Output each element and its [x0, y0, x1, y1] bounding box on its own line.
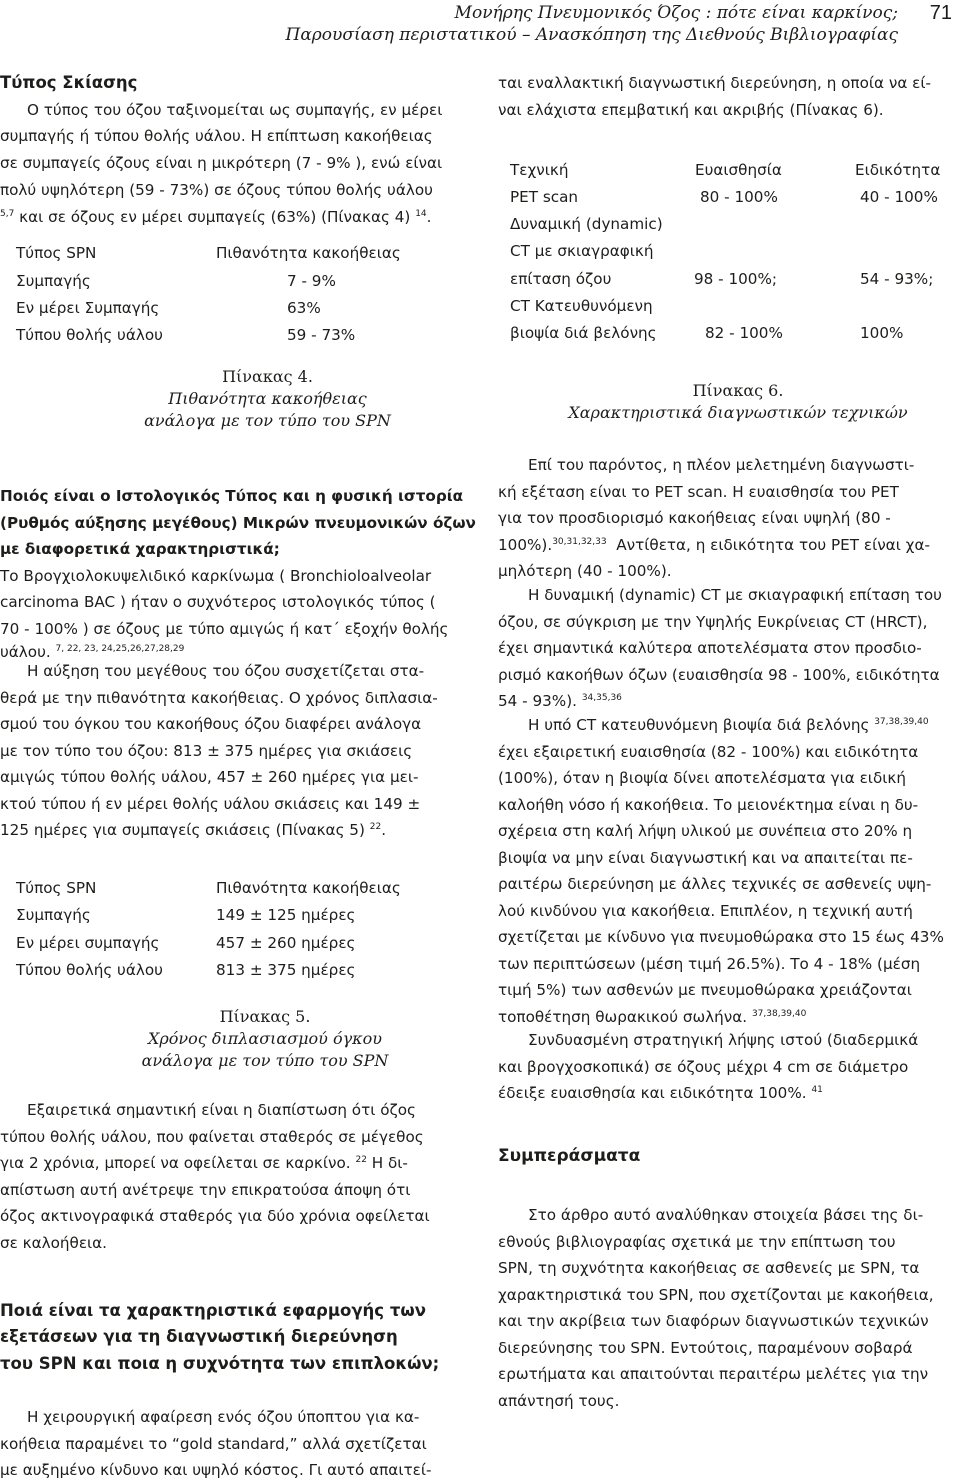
table-6-caption: Πίνακας 6. Χαρακτηριστικά διαγνωστικών τεχνικών	[568, 381, 908, 422]
paragraph-line: κοήθεια παραμένει το “gold standard,” αλλά σχετίζεται	[0, 1435, 427, 1453]
paragraph-line: Στο άρθρο αυτό αναλύθηκαν στοιχεία βάσει της δι-	[528, 1206, 924, 1224]
paragraph-line: SPN, τη συχνότητα κακοήθειας σε ασθενείς με SPN, τα	[498, 1259, 920, 1277]
question-heading: (Ρυθμός αύξησης μεγέθους) Μικρών πνευμονικών όζων	[0, 514, 476, 532]
paragraph-line: Ο τύπος του όζου ταξινομείται ως συμπαγής, εν μέρει	[27, 101, 443, 119]
shade-type-heading: Τύπος Σκίασης	[0, 73, 138, 92]
paragraph-line: σε καλοήθεια.	[0, 1234, 108, 1252]
paragraph-line: σχετίζεται με κίνδυνο για πνευμοθώρακα στο 15 έως 43%	[498, 928, 944, 946]
paragraph-line: σε συμπαγείς όζους είναι η μικρότερη (7 - 9% ), ενώ είναι	[0, 154, 443, 172]
paragraph-line: απίστωση αυτή ανέτρεψε την επικρατούσα άποψη ότι	[0, 1181, 411, 1199]
paragraph-line: τύπου θολής υάλου, που φαίνεται σταθερός σε μέγεθος	[0, 1128, 424, 1146]
table-cell: 98 - 100%;	[694, 270, 777, 288]
table-4-caption: Πίνακας 4. Πιθανότητα κακοήθειας ανάλογα με τον τύπο του SPN	[144, 367, 391, 430]
table-cell: 40 - 100%	[860, 188, 938, 206]
conclusions-heading: Συμπεράσματα	[498, 1146, 641, 1166]
paragraph-line: Η χειρουργική αφαίρεση ενός όζου ύποπτου για κα-	[27, 1408, 420, 1426]
paragraph-line: χαρακτηριστικά του SPN, που σχετίζονται με κακοήθεια,	[498, 1286, 934, 1304]
paragraph-line: σχέρεια στη καλή λήψη υλικού με συνέπεια στο 20% η	[498, 822, 913, 840]
table-header: Τύπος SPN	[16, 244, 97, 262]
table-cell: Εν μέρει Συμπαγής	[16, 299, 160, 317]
citation: 37,38,39,40	[751, 1009, 807, 1019]
paragraph-line: Επί του παρόντος, η πλέον μελετημένη διαγνωστι-	[528, 456, 915, 474]
paragraph-line: για 2 χρόνια, μπορεί να οφείλεται σε καρκίνο. $^{22}$ Η δι-	[0, 1154, 408, 1172]
paragraph-line: 70 - 100% ) σε όζους με τύπο αμιγώς ή κατ΄ εξοχήν θολής	[0, 620, 449, 638]
paragraph-line: σμού του όγκου του κακοήθους όζου διαφέρει ανάλογα	[0, 715, 422, 733]
table-cell: Συμπαγής	[16, 272, 91, 290]
paragraph-line: $^{5,7}$ και σε όζους εν μέρει συμπαγείς (63%) (Πίνακας 4) $^{14}$.	[0, 208, 432, 226]
paragraph-line: ρισμό κακοήθων όζων (ευαισθησία 98 - 100%, ειδικότητα	[498, 666, 940, 684]
paragraph-line: για τον προσδιορισμό κακοήθειας είναι υψηλή (80 -	[498, 509, 891, 527]
table-cell: 7 - 9%	[287, 272, 336, 290]
table-cell: 457 ± 260 ημέρες	[216, 934, 356, 952]
left-column	[0, 0, 476, 1479]
paragraph-line: (100%), όταν η βιοψία δίνει αποτελέσματα για ειδική	[498, 769, 906, 787]
paragraph-line: Η δυναμική (dynamic) CT με σκιαγραφική επίταση του	[528, 586, 942, 604]
table-cell: CT Κατευθυνόμενη	[510, 297, 653, 315]
paragraph-line: υάλου. $^{7, 22, 23, 24,25,26,27,28,29}$	[0, 643, 185, 661]
table-cell: Τύπου θολής υάλου	[16, 326, 163, 344]
paragraph-line: διερεύνησης του SPN. Εντούτοις, παραμένουν σοβαρά	[498, 1339, 913, 1357]
paragraph-line: τιμή 5%) των ασθενών με πνευμοθώρακα χρειάζονται	[498, 981, 912, 999]
table-header: Τεχνική	[510, 161, 569, 179]
paragraph-line: συμπαγής ή τύπου θολής υάλου. Η επίπτωση κακοήθειας	[0, 127, 433, 145]
paragraph-line: ται εναλλακτική διαγνωστική διερεύνηση, η οποία να εί-	[498, 74, 931, 92]
table-cell: 54 - 93%;	[860, 270, 934, 288]
citation: 34,35,36	[581, 693, 622, 703]
paragraph-line: έχει σημαντικά καλύτερα αποτελέσματα στον προσδιο-	[498, 639, 922, 657]
paragraph-line: 54 - 93%). $^{34,35,36}$	[498, 692, 622, 710]
table-cell: 80 - 100%	[700, 188, 778, 206]
table-cell: 813 ± 375 ημέρες	[216, 961, 356, 979]
paragraph-line: 100%).$^{30,31,32,33}$ Αντίθετα, η ειδικότητα του PET είναι χα-	[498, 536, 930, 554]
table-header: Ευαισθησία	[695, 161, 782, 179]
table-header: Πιθανότητα κακοήθειας	[216, 879, 401, 897]
question-heading: με διαφορετικά χαρακτηριστικά;	[0, 540, 280, 558]
right-column	[498, 0, 954, 1478]
table-cell: Συμπαγής	[16, 906, 91, 924]
table-header: Τύπος SPN	[16, 879, 97, 897]
table-header: Πιθανότητα κακοήθειας	[216, 244, 401, 262]
paragraph-line: με τον τύπο του όζου: 813 ± 375 ημέρες για σκιάσεις	[0, 742, 413, 760]
paragraph-line: κτού τύπου ή εν μέρει θολής υάλου σκιάσεις και 149 ±	[0, 795, 421, 813]
citation: 14	[415, 209, 427, 219]
paragraph-line: των περιπτώσεων (μέση τιμή 26.5%). Το 4 - 18% (μέση	[498, 955, 921, 973]
table-cell: CT με σκιαγραφική	[510, 242, 654, 260]
question-heading: Ποιά είναι τα χαρακτηριστικά εφαρμογής των	[0, 1301, 426, 1320]
paragraph-line: κή εξέταση είναι το PET scan. Η ευαισθησία του PET	[498, 483, 899, 501]
paragraph-line: έδειξε ευαισθησία και ειδικότητα 100%. $^{41}$	[498, 1084, 823, 1102]
paragraph-line: Το Βρογχιολοκυψελιδικό καρκίνωμα ( Bronchioloalveolar	[0, 567, 432, 585]
table-cell: Τύπου θολής υάλου	[16, 961, 163, 979]
citation: 22	[355, 1155, 367, 1165]
paragraph-line: έχει εξαιρετική ευαισθησία (82 - 100%) και ειδικότητα	[498, 743, 919, 761]
paragraph-line: Η αύξηση του μεγέθους του όζου συσχετίζεται στα-	[27, 662, 425, 680]
table-cell: PET scan	[510, 188, 579, 206]
paragraph-line: μηλότερη (40 - 100%).	[498, 562, 672, 580]
paragraph-line: ερωτήματα και απαιτούνται περαιτέρω μελέτες για την	[498, 1365, 929, 1383]
question-heading: του SPN και ποια η συχνότητα των επιπλοκών;	[0, 1354, 440, 1373]
citation: 41	[811, 1085, 823, 1095]
paragraph-line: βιοψία να μην είναι διαγνωστική και να απαιτείται πε-	[498, 849, 913, 867]
paragraph-line: και βρογχοσκοπικά) σε όζους μέχρι 4 cm σε διάμετρο	[498, 1058, 909, 1076]
paragraph-line: ναι ελάχιστα επεμβατική και ακριβής (Πίνακας 6).	[498, 101, 884, 119]
paragraph-line: καλοήθη νόσο ή κακοήθεια. Το μειονέκτημα είναι η δυ-	[498, 796, 919, 814]
paragraph-line: απάντησή τους.	[498, 1392, 620, 1410]
page-number: 71	[929, 2, 952, 24]
paragraph-line: carcinoma BAC ) ήταν ο συχνότερος ιστολογικός τύπος (	[0, 593, 436, 611]
paragraph-line: πολύ υψηλότερη (59 - 73%) σε όζους τύπου θολής υάλου	[0, 181, 433, 199]
paragraph-line: και την ακρίβεια των διαφόρων διαγνωστικών τεχνικών	[498, 1312, 929, 1330]
paragraph-line: αμιγώς τύπου θολής υάλου, 457 ± 260 ημέρες για μει-	[0, 768, 419, 786]
paragraph-line: Η υπό CT κατευθυνόμενη βιοψία διά βελόνης $^{37,38,39,40}$	[528, 716, 929, 734]
table-cell: Δυναμική (dynamic)	[510, 215, 663, 233]
paragraph-line: τοποθέτηση θωρακικού σωλήνα. $^{37,38,39,40}$	[498, 1008, 807, 1026]
table-cell: επίταση όζου	[510, 270, 612, 288]
paragraph-line: όζος ακτινογραφικά σταθερός για δύο χρόνια οφείλεται	[0, 1207, 430, 1225]
table-cell: 59 - 73%	[287, 326, 356, 344]
paragraph-line: ραιτέρω διερεύνηση με άλλες τεχνικές σε ασθενείς υψη-	[498, 875, 932, 893]
table-5-caption: Πίνακας 5. Χρόνος διπλασιασμού όγκου ανάλογα με τον τύπο του SPN	[141, 1007, 389, 1070]
table-cell: 63%	[287, 299, 321, 317]
citation: 5,7	[0, 209, 15, 219]
paragraph-line: Συνδυασμένη στρατηγική λήψης ιστού (διαδερμικά	[528, 1031, 919, 1049]
paragraph-line: με αυξημένο κίνδυνο και υψηλό κόστος. Γι αυτό απαιτεί-	[0, 1461, 432, 1479]
paragraph-line: όζου, σε σύγκριση με την Υψηλής Ευκρίνειας CT (HRCT),	[498, 613, 928, 631]
question-heading: εξετάσεων για τη διαγνωστική διερεύνηση	[0, 1327, 398, 1346]
table-cell: 149 ± 125 ημέρες	[216, 906, 356, 924]
citation: 7, 22, 23, 24,25,26,27,28,29	[55, 644, 185, 654]
running-header-subtitle: Παρουσίαση περιστατικού – Ανασκόπηση της Διεθνούς Βιβλιογραφίας	[285, 25, 898, 45]
citation: 37,38,39,40	[874, 717, 929, 727]
table-cell: Εν μέρει συμπαγής	[16, 934, 160, 952]
paragraph-line: Εξαιρετικά σημαντική είναι η διαπίστωση ότι όζος	[27, 1101, 416, 1119]
citation: 30,31,32,33	[552, 537, 607, 547]
paragraph-line: θερά με την πιθανότητα κακοήθειας. Ο χρόνος διπλασια-	[0, 689, 438, 707]
table-cell: βιοψία διά βελόνης	[510, 324, 657, 342]
paragraph-line: λού κινδύνου για κακοήθεια. Επιπλέον, η τεχνική αυτή	[498, 902, 913, 920]
table-header: Ειδικότητα	[855, 161, 941, 179]
paragraph-line: 125 ημέρες για συμπαγείς σκιάσεις (Πίνακας 5) $^{22}$.	[0, 821, 387, 839]
table-cell: 100%	[860, 324, 904, 342]
citation: 22	[369, 822, 382, 832]
question-heading: Ποιός είναι ο Ιστολογικός Τύπος και η φυσική ιστορία	[0, 487, 464, 505]
paragraph-line: εθνούς βιβλιογραφίας σχετικά με την επίπτωση του	[498, 1233, 896, 1251]
table-cell: 82 - 100%	[705, 324, 783, 342]
running-header-title: Μονήρης Πνευμονικός Όζος : πότε είναι καρκίνος;	[454, 3, 898, 23]
